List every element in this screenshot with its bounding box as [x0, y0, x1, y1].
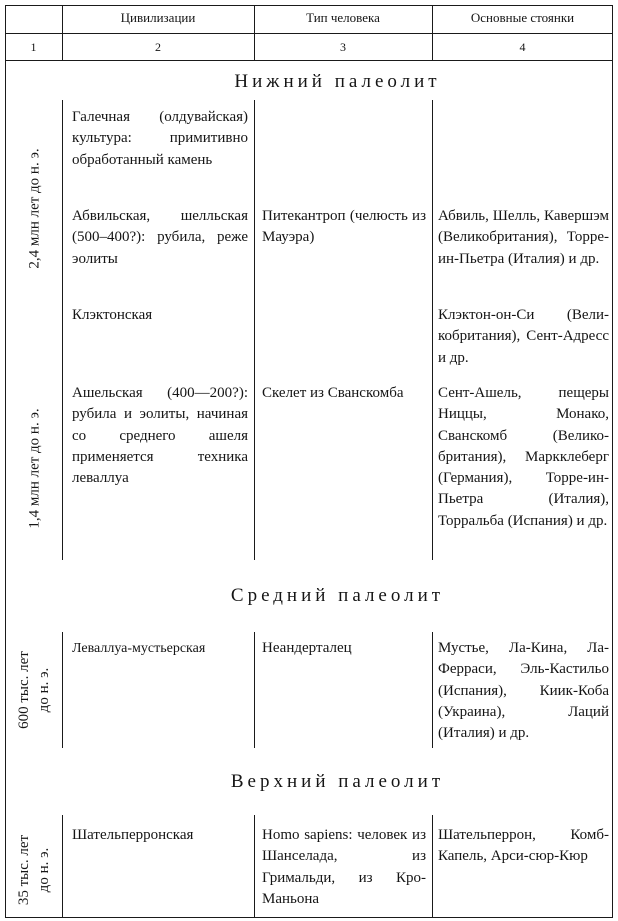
header-main-sites: Основные стоянки [470, 10, 575, 25]
row5-human-type: Неандерталец [262, 640, 352, 656]
col-divider-1-lower [62, 100, 63, 560]
period-label-1-4-mya: 1,4 млн лет до н. э. [26, 408, 43, 529]
period-label-2-4-mya: 2,4 млн лет до н. э. [26, 148, 43, 269]
col-divider-2-middle [254, 632, 255, 748]
row6-human-type: Homo sapiens: человек из Шанселада, из Гримальди, из Кро-Маньона [262, 827, 426, 907]
period-label-600-kya [14, 635, 54, 745]
period-label-35-kya-line1: 35 тыс. лет [16, 834, 32, 906]
header-col-number-4: 4 [519, 40, 526, 54]
header-col-number-3: 3 [340, 40, 346, 54]
col-divider-3-lower [432, 100, 433, 560]
row4-civilization: Ашельская (400—200?): рубила и эолиты, начиная со среднего ашеля применяется техника леваллуа [72, 385, 248, 487]
row5-sites: Мустье, Ла-Кина, ЛаФерраси, Эль-Кастильо (Испания), Киик-Коба (Украина), Лаций (Италия) и др. [438, 640, 609, 742]
section-lower-paleolithic: Нижний палеолит [234, 71, 441, 92]
row5-civilization: Леваллуа-мустьерская [72, 641, 206, 656]
header-human-type: Тип человека [306, 10, 380, 25]
period-label-35-kya-line2: до н. э. [36, 847, 52, 893]
row4-human-type: Скелет из Сванскомба [262, 385, 404, 401]
period-label-600-kya-line1: 600 тыс. лет [16, 651, 32, 729]
header-col-number-1: 1 [30, 40, 37, 54]
header-bottom-rule [5, 60, 613, 61]
row3-sites: Клэктон-он-Си (Великобритания), Сент-Адресс и др. [438, 307, 609, 366]
col-divider-1-upper [62, 815, 63, 918]
row2-human-type: Питекантроп (челюсть из Мауэра) [262, 208, 426, 246]
row2-civilization: Абвильская, шелльская (500–400?): рубила, реже эолиты [72, 208, 248, 267]
row2-sites: Абвиль, Шелль, Кавершэм (Великобритания), Торре-ин-Пьетра (Италия) и др. [438, 208, 609, 267]
period-label-35-kya [14, 820, 54, 920]
col-divider-3-middle [432, 632, 433, 748]
period-label-600-kya-line2: до н. э. [36, 667, 52, 713]
header-divider [5, 33, 613, 34]
row4-sites: Сент-Ашель, пещеры Ниццы, Монако, Сванскомб (Великобритания), Маркклеберг (Германия), Торре-ин-Пьетра (Италия), Торральба (Испания) и др. [438, 385, 609, 529]
header-civilizations: Цивилизации [120, 10, 196, 25]
col-divider-1-middle [62, 632, 63, 748]
row1-civilization: Галечная (олдувайская) культура: примитивно обработанный камень [72, 109, 248, 168]
section-middle-paleolithic: Средний палеолит [230, 585, 445, 606]
row6-sites: Шательперрон, Комб-Капель, Арси-сюр-Кюр [438, 827, 609, 865]
col-divider-3-upper [432, 815, 433, 918]
header-col-number-2: 2 [155, 40, 161, 54]
row6-civilization: Шательперронская [72, 827, 194, 843]
section-upper-paleolithic: Верхний палеолит [230, 771, 445, 792]
row3-civilization: Клэктонская [72, 307, 153, 323]
col-divider-2-upper [254, 815, 255, 918]
col-divider-2-lower [254, 100, 255, 560]
